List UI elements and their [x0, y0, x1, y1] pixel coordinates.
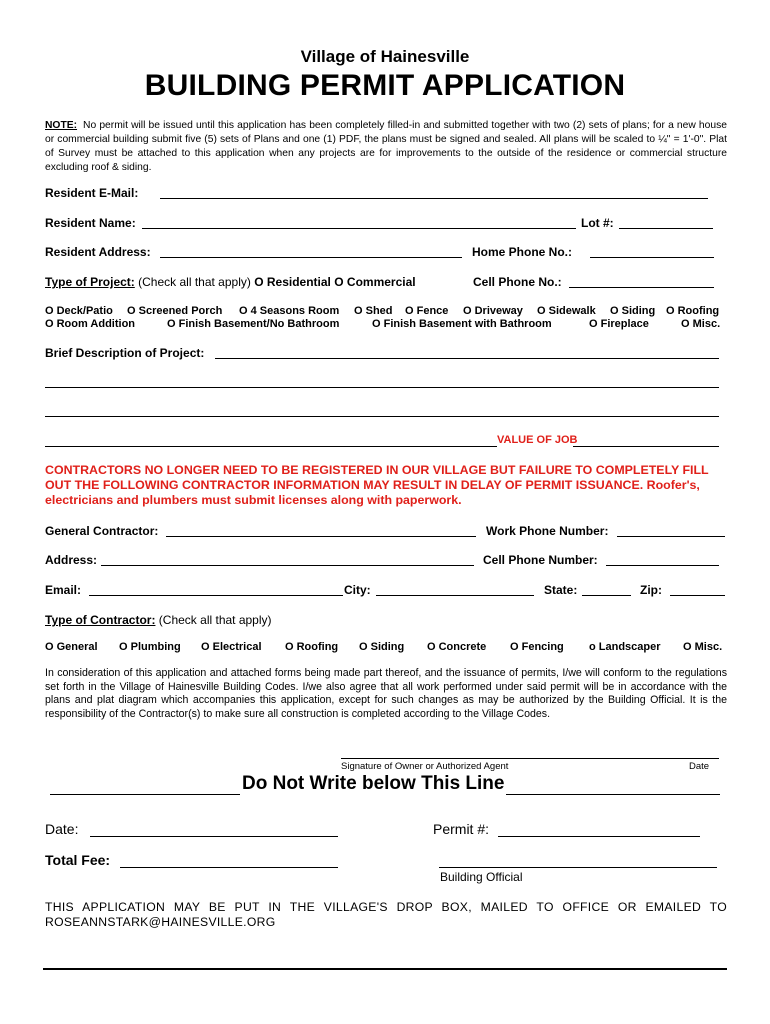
option-deck-patio[interactable]: O Deck/Patio	[45, 305, 113, 317]
permit-number-label: Permit #:	[433, 821, 490, 837]
home-phone-label: Home Phone No.:	[472, 245, 573, 259]
city-label: City:	[344, 583, 371, 597]
state-field[interactable]	[582, 595, 631, 596]
office-date-field[interactable]	[90, 836, 338, 837]
commercial-option[interactable]: O Commercial	[334, 275, 416, 289]
resident-email-label: Resident E-Mail:	[45, 186, 139, 200]
resident-address-field[interactable]	[160, 257, 462, 258]
contractor-cell-phone-field[interactable]	[606, 565, 719, 566]
note-label: NOTE:	[45, 120, 78, 131]
option-driveway[interactable]: O Driveway	[463, 305, 523, 317]
lot-field[interactable]	[619, 228, 713, 229]
contractor-roofing-option[interactable]: O Roofing	[285, 641, 339, 653]
resident-name-field[interactable]	[142, 228, 576, 229]
description-line-2[interactable]	[45, 387, 719, 388]
option-4-seasons-room[interactable]: O 4 Seasons Room	[239, 305, 340, 317]
contractor-type-row	[45, 613, 272, 627]
contractor-landscaper-option[interactable]: o Landscaper	[589, 641, 661, 653]
description-label: Brief Description of Project:	[45, 346, 205, 360]
home-phone-field[interactable]	[590, 257, 714, 258]
work-phone-field[interactable]	[617, 536, 725, 537]
contractor-address-field[interactable]	[101, 565, 474, 566]
option-fireplace[interactable]: O Fireplace	[589, 318, 649, 330]
description-line-1[interactable]	[215, 358, 719, 359]
option-misc[interactable]: O Misc.	[681, 318, 721, 330]
contractor-siding-option[interactable]: O Siding	[359, 641, 405, 653]
option-shed[interactable]: O Shed	[354, 305, 393, 317]
option-sidewalk[interactable]: O Sidewalk	[537, 305, 596, 317]
signature-date-label: Date	[689, 761, 710, 772]
contractor-plumbing-option[interactable]: O Plumbing	[119, 641, 181, 653]
general-contractor-field[interactable]	[166, 536, 476, 537]
building-official-line[interactable]	[439, 867, 717, 868]
state-label: State:	[544, 583, 578, 597]
note-text: No permit will be issued until this application has been completely filled-in and submitted together with two (2) sets of plans; for a new house or commercial building submit five (5) sets of Plans and one (1) PDF, the plans must be signed and sealed. All plans will be scaled to ¼" = 1'-0". Plat of Survey must be attached to this application when any projects are for improvements to the outside of the residence or commercial structure excluding roof & siding.	[45, 120, 727, 173]
description-line-3[interactable]	[45, 416, 719, 417]
note-paragraph	[45, 119, 727, 175]
lot-label: Lot #:	[581, 216, 614, 230]
description-line-4[interactable]	[45, 446, 497, 447]
option-siding[interactable]: O Siding	[610, 305, 656, 317]
zip-label: Zip:	[640, 583, 662, 597]
consideration-paragraph: In consideration of this application and attached forms being made part thereof, and the issuance of permits, I/we will conform to the regulations set forth in the Village of Hainesville Building Codes. I/we also agree that all work performed under said permit will be in accordance with the plans and plat diagram which accompanies this application, except for such changes as may be authorized by the Building Official. It is the responsibility of the Contractor(s) to make sure all construction is completed according to the Village Codes.	[45, 667, 727, 720]
contractor-warning: CONTRACTORS NO LONGER NEED TO BE REGISTERED IN OUR VILLAGE BUT FAILURE TO COMPLETELY FILL OUT THE FOLLOWING CONTRACTOR INFORMATION MAY RESULT IN DELAY OF PERMIT ISSUANCE. Roofer's, electricians and plumbers must submit licenses along with paperwork.	[45, 463, 709, 507]
contractor-type-label: Type of Contractor:	[45, 613, 156, 627]
resident-name-label: Resident Name:	[45, 216, 136, 230]
project-type-instruction: (Check all that apply)	[138, 275, 251, 289]
residential-option[interactable]: O Residential	[254, 275, 331, 289]
submission-instructions: THIS APPLICATION MAY BE PUT IN THE VILLAGE'S DROP BOX, MAILED TO OFFICE OR EMAILED TO ROSEANNSTARK@HAINESVILLE.ORG	[45, 900, 727, 929]
contractor-email-field[interactable]	[89, 595, 343, 596]
option-screened-porch[interactable]: O Screened Porch	[127, 305, 223, 317]
option-finish-basement-no-bath[interactable]: O Finish Basement/No Bathroom	[167, 318, 340, 330]
option-room-addition[interactable]: O Room Addition	[45, 318, 136, 330]
contractor-address-label: Address:	[45, 553, 98, 567]
contractor-email-label: Email:	[45, 583, 82, 597]
general-contractor-label: General Contractor:	[45, 524, 159, 538]
project-type-label: Type of Project:	[45, 275, 135, 289]
building-official-label: Building Official	[440, 870, 523, 884]
permit-number-field[interactable]	[498, 836, 700, 837]
contractor-misc-option[interactable]: O Misc.	[683, 641, 723, 653]
city-field[interactable]	[376, 595, 534, 596]
contractor-general-option[interactable]: O General	[45, 641, 98, 653]
contractor-electrical-option[interactable]: O Electrical	[201, 641, 262, 653]
page-title: BUILDING PERMIT APPLICATION	[144, 69, 626, 102]
contractor-cell-phone-label: Cell Phone Number:	[483, 553, 598, 567]
resident-address-label: Resident Address:	[45, 245, 151, 259]
value-of-job-label: VALUE OF JOB	[497, 434, 578, 446]
office-date-label: Date:	[45, 821, 79, 837]
option-finish-basement-with-bath[interactable]: O Finish Basement with Bathroom	[372, 318, 552, 330]
signature-line[interactable]	[341, 758, 719, 759]
resident-cell-phone-label: Cell Phone No.:	[473, 275, 562, 289]
contractor-fencing-option[interactable]: O Fencing	[510, 641, 564, 653]
work-phone-label: Work Phone Number:	[486, 524, 609, 538]
total-fee-label: Total Fee:	[45, 852, 111, 868]
value-of-job-field[interactable]	[573, 446, 719, 447]
bottom-rule	[43, 968, 727, 970]
contractor-type-instruction: (Check all that apply)	[158, 613, 272, 627]
zip-field[interactable]	[670, 595, 725, 596]
contractor-concrete-option[interactable]: O Concrete	[427, 641, 487, 653]
signature-owner-label: Signature of Owner or Authorized Agent	[341, 761, 509, 772]
option-fence[interactable]: O Fence	[405, 305, 449, 317]
project-type-row	[45, 275, 416, 289]
village-name: Village of Hainesville	[300, 47, 470, 66]
option-roofing[interactable]: O Roofing	[666, 305, 720, 317]
office-heading: Do Not Write below This Line	[242, 773, 505, 794]
resident-email-field[interactable]	[160, 198, 708, 199]
resident-cell-phone-field[interactable]	[569, 287, 714, 288]
total-fee-field[interactable]	[120, 867, 338, 868]
